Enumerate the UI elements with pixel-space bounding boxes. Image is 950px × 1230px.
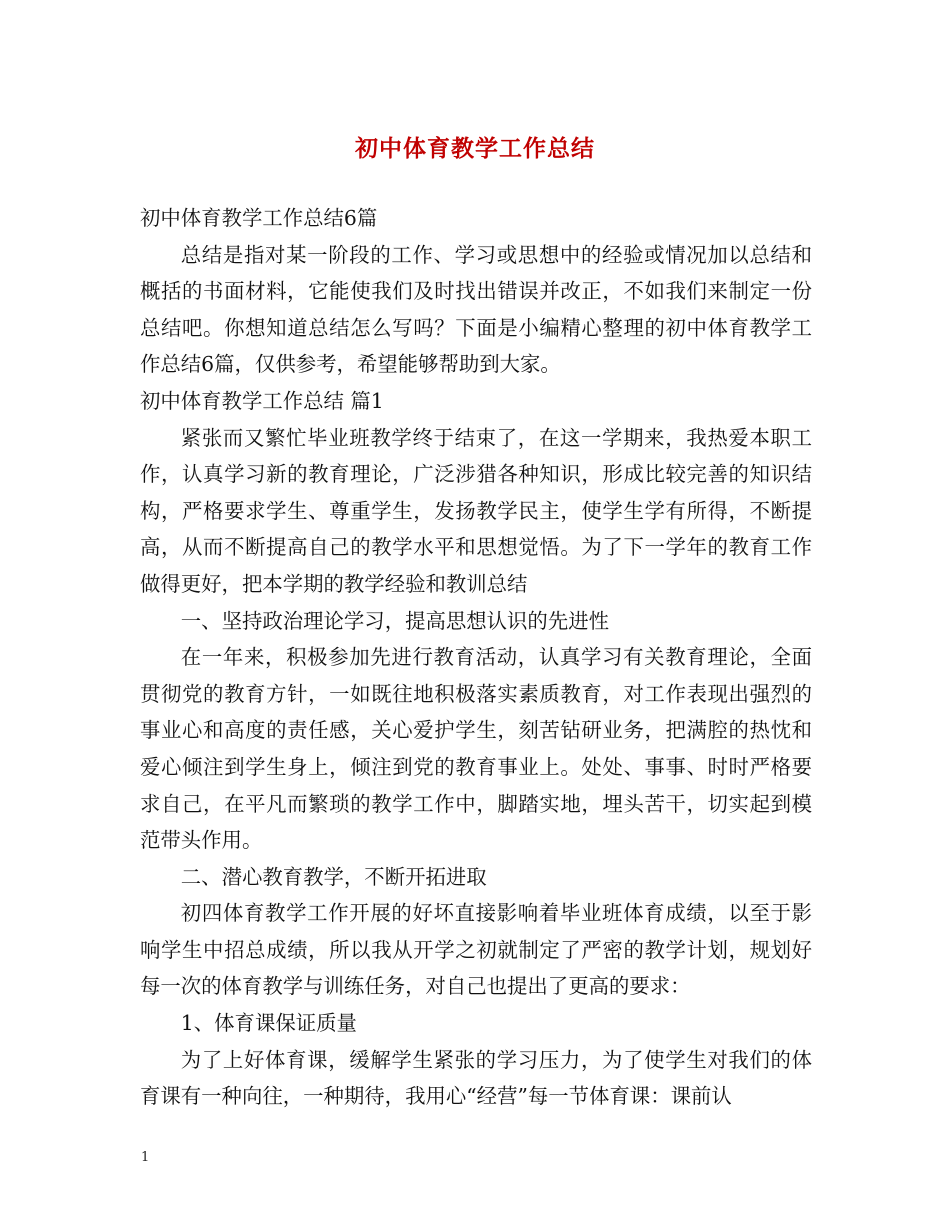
paragraph-heading-two: 二、潜心教育教学，不断开拓进取 bbox=[180, 864, 487, 889]
paragraph-body: 初四体育教学工作开展的好坏直接影响着毕业班体育成绩，以至于影响学生中招总成绩，所以我从开学之初就制定了严密的教学计划，规划好每一次的体育教学与训练任务，对自己也提出了更高的要求： bbox=[140, 901, 812, 999]
paragraph-intro: 总结是指对某一阶段的工作、学习或思想中的经验或情况加以总结和概括的书面材料，它能使我们及时找出错误并改正，不如我们来制定一份总结吧。你想知道总结怎么写吗？下面是小编精心整理的初中体育教学工作总结6篇，仅供参考，希望能够帮助到大家。 bbox=[140, 242, 812, 377]
paragraph-body: 紧张而又繁忙毕业班教学终于结束了，在这一学期来，我热爱本职工作，认真学习新的教育理论，广泛涉猎各种知识，形成比较完善的知识结构，严格要求学生、尊重学生，发扬教学民主，使学生学有所得，不断提高，从而不断提高自己的教学水平和思想觉悟。为了下一学年的教育工作做得更好，把本学期的教学经验和教训总结 bbox=[140, 425, 812, 596]
paragraph-subtitle: 初中体育教学工作总结6篇 bbox=[140, 206, 378, 230]
page-number: 1 bbox=[141, 1150, 150, 1165]
paragraph-body: 为了上好体育课，缓解学生紧张的学习压力，为了使学生对我们的体育课有一种向往，一种期待，我用心“经营”每一节体育课：课前认 bbox=[140, 1047, 812, 1109]
paragraph-body: 在一年来，积极参加先进行教育活动，认真学习有关教育理论，全面贯彻党的教育方针，一如既往地积极落实素质教育，对工作表现出强烈的事业心和高度的责任感，关心爱护学生，刻苦钻研业务，把满腔的热忱和爱心倾注到学生身上，倾注到党的教育事业上。处处、事事、时时严格要求自己，在平凡而繁琐的教学工作中，脚踏实地，埋头苦干，切实起到模范带头作用。 bbox=[140, 645, 812, 853]
paragraph-section-heading: 初中体育教学工作总结 篇1 bbox=[140, 388, 384, 413]
paragraph-heading-one: 一、坚持政治理论学习，提高思想认识的先进性 bbox=[180, 608, 609, 633]
paragraph-subheading: 1、体育课保证质量 bbox=[180, 1011, 357, 1036]
document-body bbox=[140, 200, 812, 1115]
document-title: 初中体育教学工作总结 bbox=[355, 135, 595, 162]
